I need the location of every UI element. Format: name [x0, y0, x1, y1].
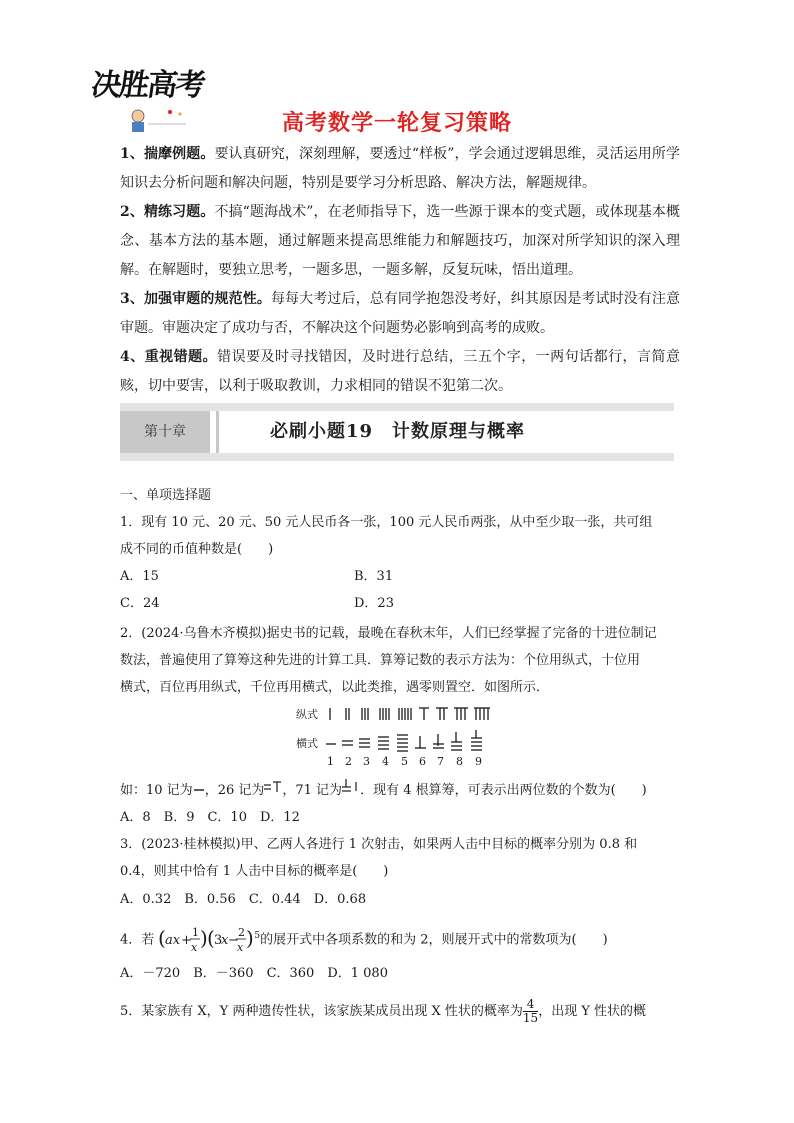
example-text: ，71 记为 [282, 783, 343, 798]
question-text: 0.4，则其中恰有 1 人击中目标的概率是( ) [120, 864, 389, 879]
strategy-1 [120, 140, 680, 198]
svg-text:(: ( [158, 925, 167, 950]
vertical-rod-6 [419, 708, 429, 720]
strategy-4 [120, 343, 680, 401]
horizontal-rod-8 [451, 732, 462, 750]
strategy-head: 4、重视错题。 [120, 349, 218, 365]
fraction-numerator: 4 [523, 998, 538, 1012]
rod-number-9: 9 [475, 755, 482, 768]
strategy-body: 错误要及时寻找错因，及时进行总结，三五个字，一两句话都行，言简意赅，切中要害，以利于吸取教训，力求相同的错误不犯第二次。 [120, 349, 680, 394]
example-text: 如：10 记为 [120, 783, 193, 798]
svg-text:x: x [191, 940, 198, 954]
rod-26-glyph [264, 780, 282, 794]
rod-number-2: 2 [345, 755, 352, 768]
vertical-rod-7 [436, 708, 448, 720]
vertical-rod-3 [362, 708, 368, 720]
horizontal-rod-5 [397, 735, 408, 751]
question-text: 的展开式中各项系数的和为 2，则展开式中的常数项为( ) [260, 932, 608, 948]
option-d: D．23 [354, 596, 394, 611]
example-text: ．现有 4 根算筹，可表示出两位数的个数为( ) [360, 783, 647, 798]
horizontal-rod-2 [342, 741, 353, 745]
chapter-title: 必刷小题19 计数原理与概率 [270, 421, 526, 442]
rod-10-glyph [193, 784, 205, 794]
counting-rod-figure [296, 704, 506, 770]
example-text: ，26 记为 [204, 783, 265, 798]
horizontal-form-label: 横式 [296, 737, 318, 750]
option-a: A．15 [120, 569, 159, 584]
svg-text:): ) [246, 925, 255, 950]
svg-text:): ) [200, 925, 209, 950]
rod-71-glyph [342, 778, 360, 794]
horizontal-rod-6 [415, 736, 426, 748]
svg-text:ax: ax [165, 932, 181, 948]
vertical-form-label: 纵式 [296, 708, 318, 721]
strategy-2 [120, 198, 680, 285]
svg-text:(: ( [207, 925, 216, 950]
horizontal-rod-4 [378, 737, 389, 749]
svg-text:1: 1 [192, 925, 200, 939]
svg-text:x: x [237, 940, 244, 954]
svg-text:−: − [228, 932, 240, 948]
question-text: 4．若 [120, 932, 155, 948]
question-text: 1．现有 10 元、20 元、50 元人民币各一张，100 元人民币两张，从中至少取一张，共可组 [120, 515, 653, 530]
question-4-options: A．－720 B．－360 C．360 D．1 080 [120, 966, 388, 981]
rod-number-3: 3 [363, 755, 370, 768]
question-text: 5．某家族有 X，Y 两种遗传性状，该家族某成员出现 X 性状的概率为 [120, 1004, 523, 1019]
chapter-label: 第十章 [120, 411, 210, 453]
banner-top-bar [120, 403, 674, 411]
rod-number-8: 8 [456, 755, 463, 768]
question-text: 数法，普遍使用了算筹这种先进的计算工具．算筹记数的表示方法为：个位用纵式，十位用 [120, 653, 641, 668]
fraction-denominator: 15 [522, 1011, 539, 1025]
question-5 [120, 996, 676, 1028]
chapter-banner [120, 403, 674, 461]
rod-number-5: 5 [401, 755, 408, 768]
question-1 [120, 509, 676, 563]
question-text: 横式，百位再用纵式，千位再用横式，以此类推，遇零则置空．如图所示． [120, 680, 550, 695]
strategy-3 [120, 285, 680, 343]
horizontal-rod-3 [359, 739, 370, 747]
question-3 [120, 831, 676, 885]
question-3-options: A．0.32 B．0.56 C．0.44 D．0.68 [120, 892, 367, 907]
question-text: 2．(2024·乌鲁木齐模拟)据史书的记载，最晚在春秋末年，人们已经掌握了完备的十进位制记 [120, 626, 657, 641]
q4-expression [158, 923, 254, 957]
logo-text: 决胜高考 [89, 68, 206, 103]
banner-divider-bar [216, 411, 219, 453]
question-text: ，出现 Y 性状的概 [538, 1004, 647, 1019]
svg-text:2: 2 [238, 925, 246, 939]
strategy-head: 2、精练习题。 [120, 204, 215, 220]
question-4: 4．若 ( ax + 1 x ) ( 3 x − 2 x ) $^5$的展开式中各项系数的和为 2，则展开式中的常数项为( ) [120, 918, 676, 958]
question-text: 成不同的币值种数是( ) [120, 542, 274, 557]
option-c: C．24 [120, 596, 160, 611]
svg-text:3: 3 [214, 932, 223, 948]
horizontal-rod-7 [433, 734, 444, 748]
rod-number-1: 1 [327, 755, 334, 768]
vertical-rod-5 [399, 708, 411, 720]
strategy-head: 1、揣摩例题。 [120, 146, 215, 162]
question-2-options: A．8 B．9 C．10 D．12 [120, 810, 300, 825]
rod-number-4: 4 [382, 755, 389, 768]
option-b: B．31 [354, 569, 394, 584]
strategy-head: 3、加强审题的规范性。 [120, 291, 271, 307]
section-heading: 一、单项选择题 [120, 488, 212, 503]
vertical-rod-2 [346, 708, 349, 720]
page-title: 高考数学一轮复习策略 [281, 111, 512, 136]
svg-text:x: x [221, 932, 229, 948]
q5-fraction [523, 998, 538, 1025]
vertical-rod-8 [454, 708, 468, 720]
banner-bottom-bar [120, 453, 674, 461]
rod-number-6: 6 [419, 755, 426, 768]
rod-number-7: 7 [437, 755, 444, 768]
question-text: 3．(2023·桂林模拟)甲、乙两人各进行 1 次射击，如果两人击中目标的概率分别为 0.8 和 [120, 837, 638, 852]
question-2-example [120, 777, 676, 804]
question-2 [120, 620, 676, 701]
strategy-body: 不搞“题海战术”，在老师指导下，选一些源于课本的变式题，或体现基本概念、基本方法的基本题，通过解题来提高思维能力和解题技巧，加深对所学知识的深入理解。在解题时，要独立思考，一题多思，一题多解，反复玩味，悟出道理。 [120, 204, 680, 278]
svg-text:+: + [181, 932, 193, 948]
strategy-body: 每每大考过后，总有同学抱怨没考好，纠其原因是考试时没有注意审题。审题决定了成功与否，不解决这个问题势必影响到高考的成败。 [120, 291, 681, 336]
strategy-body: 要认真研究，深刻理解，要透过“样板”，学会通过逻辑思维，灵活运用所学知识去分析问题和解决问题，特别是要学习分析思路、解决方法，解题规律。 [120, 146, 680, 191]
horizontal-rod-9 [471, 730, 482, 750]
vertical-rod-9 [474, 708, 490, 720]
vertical-rod-4 [380, 708, 389, 720]
counting-rod-glyphs [326, 706, 502, 752]
